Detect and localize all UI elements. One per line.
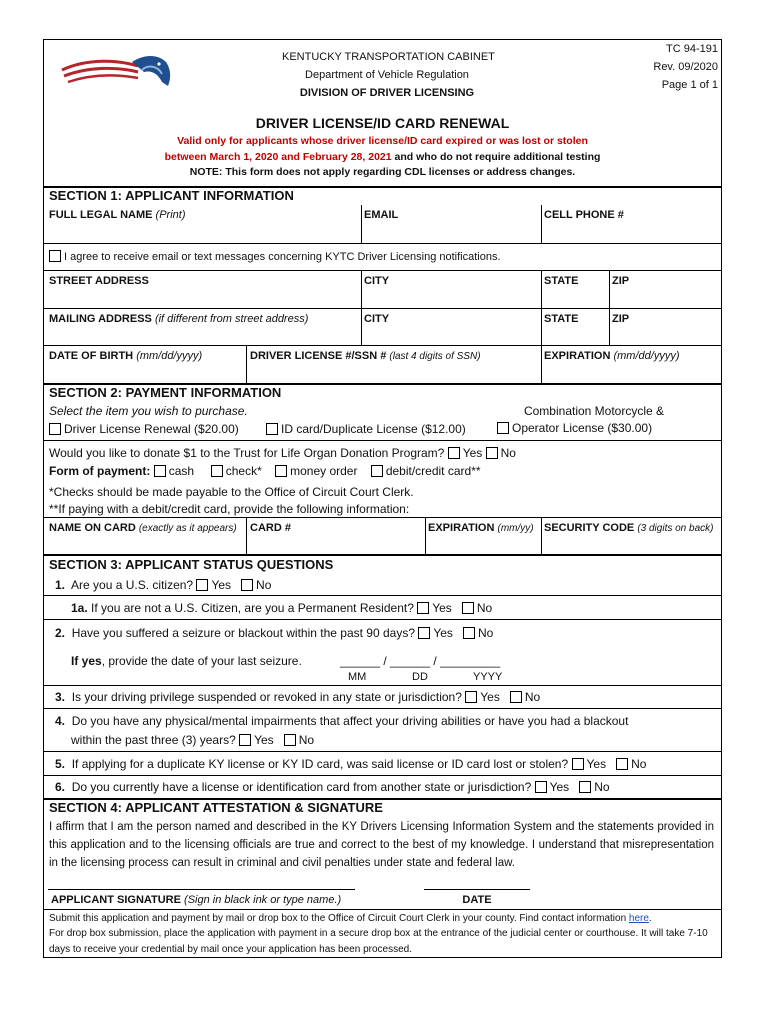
q1a-no-checkbox[interactable] — [462, 602, 474, 614]
q2-text: Have you suffered a seizure or blackout within the past 90 days? — [71, 626, 415, 640]
question-2 — [55, 626, 493, 640]
dl-ssn-hint: (last 4 digits of SSN) — [389, 351, 481, 362]
q3-text: Is your driving privilege suspended or revoked in any state or jurisdiction? — [71, 690, 462, 704]
divider — [541, 345, 542, 383]
email-label: EMAIL — [364, 209, 399, 221]
q1a-text: If you are not a U.S. Citizen, are you a Permanent Resident? — [91, 601, 414, 615]
seizure-date-prompt — [71, 654, 302, 668]
form-number: TC 94-191 — [666, 43, 718, 55]
q2-no-checkbox[interactable] — [463, 627, 475, 639]
mailing-address-hint: (if different from street address) — [154, 313, 309, 325]
city-field[interactable] — [364, 285, 538, 305]
dl-renewal-checkbox[interactable] — [49, 423, 61, 435]
email-field[interactable] — [364, 218, 538, 240]
money-order-label: money order — [290, 464, 358, 478]
cell-phone-label: CELL PHONE # — [544, 209, 624, 221]
q5-no-label: No — [631, 757, 647, 771]
divider — [43, 345, 722, 346]
divider — [43, 909, 722, 910]
mailing-city-field[interactable] — [364, 324, 538, 343]
expiration-text: EXPIRATION — [544, 350, 611, 362]
mailing-address-text: MAILING ADDRESS — [49, 313, 152, 325]
divider — [361, 205, 362, 243]
section3-title: SECTION 3: APPLICANT STATUS QUESTIONS — [49, 557, 334, 572]
q6-no-checkbox[interactable] — [579, 781, 591, 793]
question-1a — [71, 601, 492, 615]
divider — [43, 595, 722, 596]
zip-label: ZIP — [612, 275, 630, 287]
q1a-no-label: No — [476, 601, 493, 615]
q4-text: Do you have any physical/mental impairments that affect your driving abilities or have you had a blackout — [71, 714, 629, 728]
mailing-zip-label: ZIP — [612, 313, 630, 325]
divider — [246, 517, 247, 554]
q4-no-label: No — [298, 733, 315, 747]
id-card-label: ID card/Duplicate License ($12.00) — [281, 422, 466, 436]
q1a-yes-label: Yes — [432, 601, 452, 615]
revision: Rev. 09/2020 — [653, 61, 718, 73]
combo-option-line1: Combination Motorcycle & — [523, 404, 665, 418]
validity-notice-1: Valid only for applicants whose driver license/ID card expired or was lost or stolen — [177, 135, 588, 147]
check-label: check* — [225, 464, 262, 478]
zip-field[interactable] — [612, 285, 718, 305]
dl-ssn-text: DRIVER LICENSE #/SSN # — [250, 350, 387, 362]
combo-checkbox[interactable] — [497, 422, 509, 434]
question-4-line1 — [55, 714, 628, 728]
card-number-label: CARD # — [250, 522, 291, 534]
divider — [609, 308, 610, 345]
card-number-field[interactable] — [250, 533, 422, 552]
street-address-label: STREET ADDRESS — [49, 275, 149, 287]
signature-field[interactable] — [48, 868, 355, 888]
q1-no-checkbox[interactable] — [241, 579, 253, 591]
consent-text: I agree to receive email or text messages concerning KYTC Driver Licensing notifications. — [64, 251, 501, 263]
division-name: DIVISION OF DRIVER LICENSING — [299, 87, 475, 99]
q5-yes-checkbox[interactable] — [572, 758, 584, 770]
card-expiration-text: EXPIRATION — [428, 522, 495, 534]
q6-number: 6. — [55, 780, 66, 794]
q6-no-label: No — [594, 780, 610, 794]
combo-option — [497, 421, 652, 435]
divider — [425, 517, 426, 554]
mailing-city-label: CITY — [364, 313, 390, 325]
section1-title: SECTION 1: APPLICANT INFORMATION — [49, 188, 294, 203]
question-3 — [55, 690, 540, 704]
q3-yes-label: Yes — [480, 690, 500, 704]
cdl-note: NOTE: This form does not apply regarding CDL licenses or address changes. — [189, 166, 576, 178]
question-1 — [55, 578, 271, 592]
q2-no-label: No — [477, 626, 494, 640]
divider — [541, 270, 542, 308]
full-name-hint: (Print) — [155, 209, 186, 221]
dob-field[interactable] — [48, 362, 243, 381]
q5-no-checkbox[interactable] — [616, 758, 628, 770]
mailing-zip-field[interactable] — [612, 324, 718, 343]
footer-line-1 — [49, 912, 652, 926]
q4-text-continued: within the past three (3) years? — [71, 733, 236, 747]
divider — [43, 619, 722, 620]
footer-line-1-end: . — [648, 913, 652, 924]
money-order-checkbox[interactable] — [275, 465, 287, 477]
cash-label: cash — [168, 464, 195, 478]
check-checkbox[interactable] — [211, 465, 223, 477]
divider — [43, 685, 722, 686]
footer-dropbox-text: For drop box submission, place the application with payment in a secure drop box at the entrance of the judicial center or courthouse. It will take 7-10 days to receive your credential by mail once your application has been processed. — [49, 928, 708, 955]
seizure-date-text: , provide the date of your last seizure. — [101, 654, 302, 668]
q4-number: 4. — [55, 714, 66, 728]
city-label: CITY — [364, 275, 390, 287]
question-5 — [55, 757, 646, 771]
yyyy-label: YYYY — [473, 671, 503, 683]
divider — [246, 345, 247, 383]
id-card-checkbox[interactable] — [266, 423, 278, 435]
consent-row — [49, 250, 501, 264]
page-number: Page 1 of 1 — [661, 79, 718, 91]
name-on-card-hint: (exactly as it appears) — [138, 523, 237, 534]
q2-number: 2. — [55, 626, 66, 640]
if-yes-label: If yes — [71, 654, 102, 668]
q3-no-label: No — [524, 690, 541, 704]
cash-checkbox[interactable] — [154, 465, 166, 477]
signature-line — [48, 889, 355, 890]
contact-info-link[interactable]: here — [628, 913, 649, 924]
dob-label — [49, 349, 202, 363]
donation-no-label: No — [500, 446, 516, 460]
dl-ssn-field[interactable] — [250, 362, 538, 381]
mm-label: MM — [348, 671, 367, 683]
card-note: **If paying with a debit/credit card, provide the following information: — [49, 502, 410, 516]
divider — [43, 270, 722, 271]
donation-no-checkbox[interactable] — [486, 447, 498, 459]
street-address-field[interactable] — [48, 285, 358, 305]
divider — [43, 308, 722, 309]
donation-row — [49, 446, 516, 460]
date-field[interactable] — [424, 868, 530, 888]
question-6 — [55, 780, 610, 794]
mailing-state-field[interactable] — [544, 324, 606, 343]
department-name: Department of Vehicle Regulation — [305, 69, 469, 81]
security-code-text: SECURITY CODE — [544, 522, 635, 534]
q5-yes-label: Yes — [586, 757, 607, 771]
donation-question: Would you like to donate $1 to the Trust for Life Organ Donation Program? — [49, 446, 445, 460]
card-expiration-field[interactable] — [428, 533, 538, 552]
debit-label: debit/credit card** — [385, 464, 481, 478]
q1a-number: 1a. — [71, 601, 88, 615]
q4-no-checkbox[interactable] — [284, 734, 296, 746]
q2-yes-checkbox[interactable] — [418, 627, 430, 639]
divider — [541, 308, 542, 345]
q6-text: Do you currently have a license or identification card from another state or jurisdiction? — [71, 780, 532, 794]
full-name-label-text: FULL LEGAL NAME — [49, 209, 153, 221]
validity-dates: between March 1, 2020 and February 28, 2021 — [164, 151, 392, 163]
divider — [541, 205, 542, 243]
date-label: DATE — [462, 894, 492, 906]
security-code-field[interactable] — [544, 533, 718, 552]
divider — [43, 440, 722, 441]
divider — [43, 751, 722, 752]
q1a-yes-checkbox[interactable] — [417, 602, 429, 614]
expiration-label — [544, 349, 679, 363]
cell-phone-field[interactable] — [544, 218, 718, 240]
mailing-state-label: STATE — [544, 313, 579, 325]
section2-title: SECTION 2: PAYMENT INFORMATION — [49, 385, 282, 400]
q1-yes-checkbox[interactable] — [196, 579, 208, 591]
state-label: STATE — [544, 275, 579, 287]
seizure-date-field[interactable]: ______ / ______ / _________ — [340, 654, 501, 668]
date-line — [424, 889, 530, 890]
q1-no-label: No — [256, 578, 272, 592]
signature-label — [51, 893, 341, 907]
attestation-text: I affirm that I am the person named and described in the KY Drivers Licensing Information System and the statements provided in this application and to the licensing officials are true and correct to the best of my knowledge. I understand that misrepresentation in the licensing process can result in criminal and civil penalties under state and federal law. — [49, 821, 714, 869]
donation-yes-checkbox[interactable] — [448, 447, 460, 459]
expiration-hint: (mm/dd/yyyy) — [613, 350, 680, 362]
name-on-card-field[interactable] — [48, 533, 243, 552]
signature-label-text: APPLICANT SIGNATURE — [51, 894, 181, 906]
id-card-option — [266, 422, 466, 436]
consent-checkbox[interactable] — [49, 250, 61, 262]
state-field[interactable] — [544, 285, 606, 305]
q3-no-checkbox[interactable] — [510, 691, 522, 703]
divider — [43, 243, 722, 244]
question-4-line2 — [71, 733, 314, 747]
purchase-instruction: Select the item you wish to purchase. — [49, 404, 248, 418]
card-expiration-hint: (mm/yy) — [497, 523, 534, 534]
section4-title: SECTION 4: APPLICANT ATTESTATION & SIGNATURE — [49, 800, 383, 815]
kytc-horse-logo-icon — [58, 48, 176, 96]
name-on-card-text: NAME ON CARD — [49, 522, 136, 534]
divider — [43, 517, 722, 518]
dl-renewal-option — [49, 422, 239, 436]
q5-text: If applying for a duplicate KY license or KY ID card, was said license or ID card lost or stolen? — [71, 757, 569, 771]
validity-notice-2 — [43, 150, 722, 164]
full-name-field[interactable] — [48, 218, 358, 240]
dl-renewal-label: Driver License Renewal ($20.00) — [64, 422, 239, 436]
q3-number: 3. — [55, 690, 66, 704]
q1-yes-label: Yes — [211, 578, 232, 592]
q6-yes-label: Yes — [549, 780, 570, 794]
q1-number: 1. — [55, 578, 66, 592]
combo-label: Operator License ($30.00) — [512, 421, 653, 435]
q4-yes-checkbox[interactable] — [239, 734, 251, 746]
divider — [361, 308, 362, 345]
q6-yes-checkbox[interactable] — [535, 781, 547, 793]
mailing-address-field[interactable] — [48, 324, 358, 343]
q4-yes-label: Yes — [254, 733, 274, 747]
security-code-hint: (3 digits on back) — [637, 523, 714, 534]
expiration-field[interactable] — [544, 362, 718, 381]
divider — [43, 708, 722, 709]
section3-divider — [43, 554, 722, 556]
dob-text: DATE OF BIRTH — [49, 350, 134, 362]
divider — [361, 270, 362, 308]
footer-submit-text: Submit this application and payment by mail or drop box to the Office of Circuit Court Clerk in your county. Find contact information — [49, 913, 627, 924]
validity-testing-note: and who do not require additional testing — [391, 151, 601, 163]
payment-row — [49, 464, 481, 478]
divider — [43, 775, 722, 776]
debit-checkbox[interactable] — [371, 465, 383, 477]
divider — [609, 270, 610, 308]
agency-name: KENTUCKY TRANSPORTATION CABINET — [282, 51, 495, 63]
q1-text: Are you a U.S. citizen? — [71, 578, 194, 592]
check-note: *Checks should be made payable to the Office of Circuit Court Clerk. — [49, 485, 414, 499]
dob-hint: (mm/dd/yyyy) — [136, 350, 203, 362]
donation-yes-label: Yes — [462, 446, 483, 460]
q5-number: 5. — [55, 757, 66, 771]
dd-label: DD — [412, 671, 428, 683]
divider — [541, 517, 542, 554]
payment-label: Form of payment: — [49, 464, 151, 478]
q3-yes-checkbox[interactable] — [465, 691, 477, 703]
form-title: DRIVER LICENSE/ID CARD RENEWAL — [255, 115, 510, 131]
q2-yes-label: Yes — [433, 626, 453, 640]
signature-hint: (Sign in black ink or type name.) — [184, 894, 342, 906]
